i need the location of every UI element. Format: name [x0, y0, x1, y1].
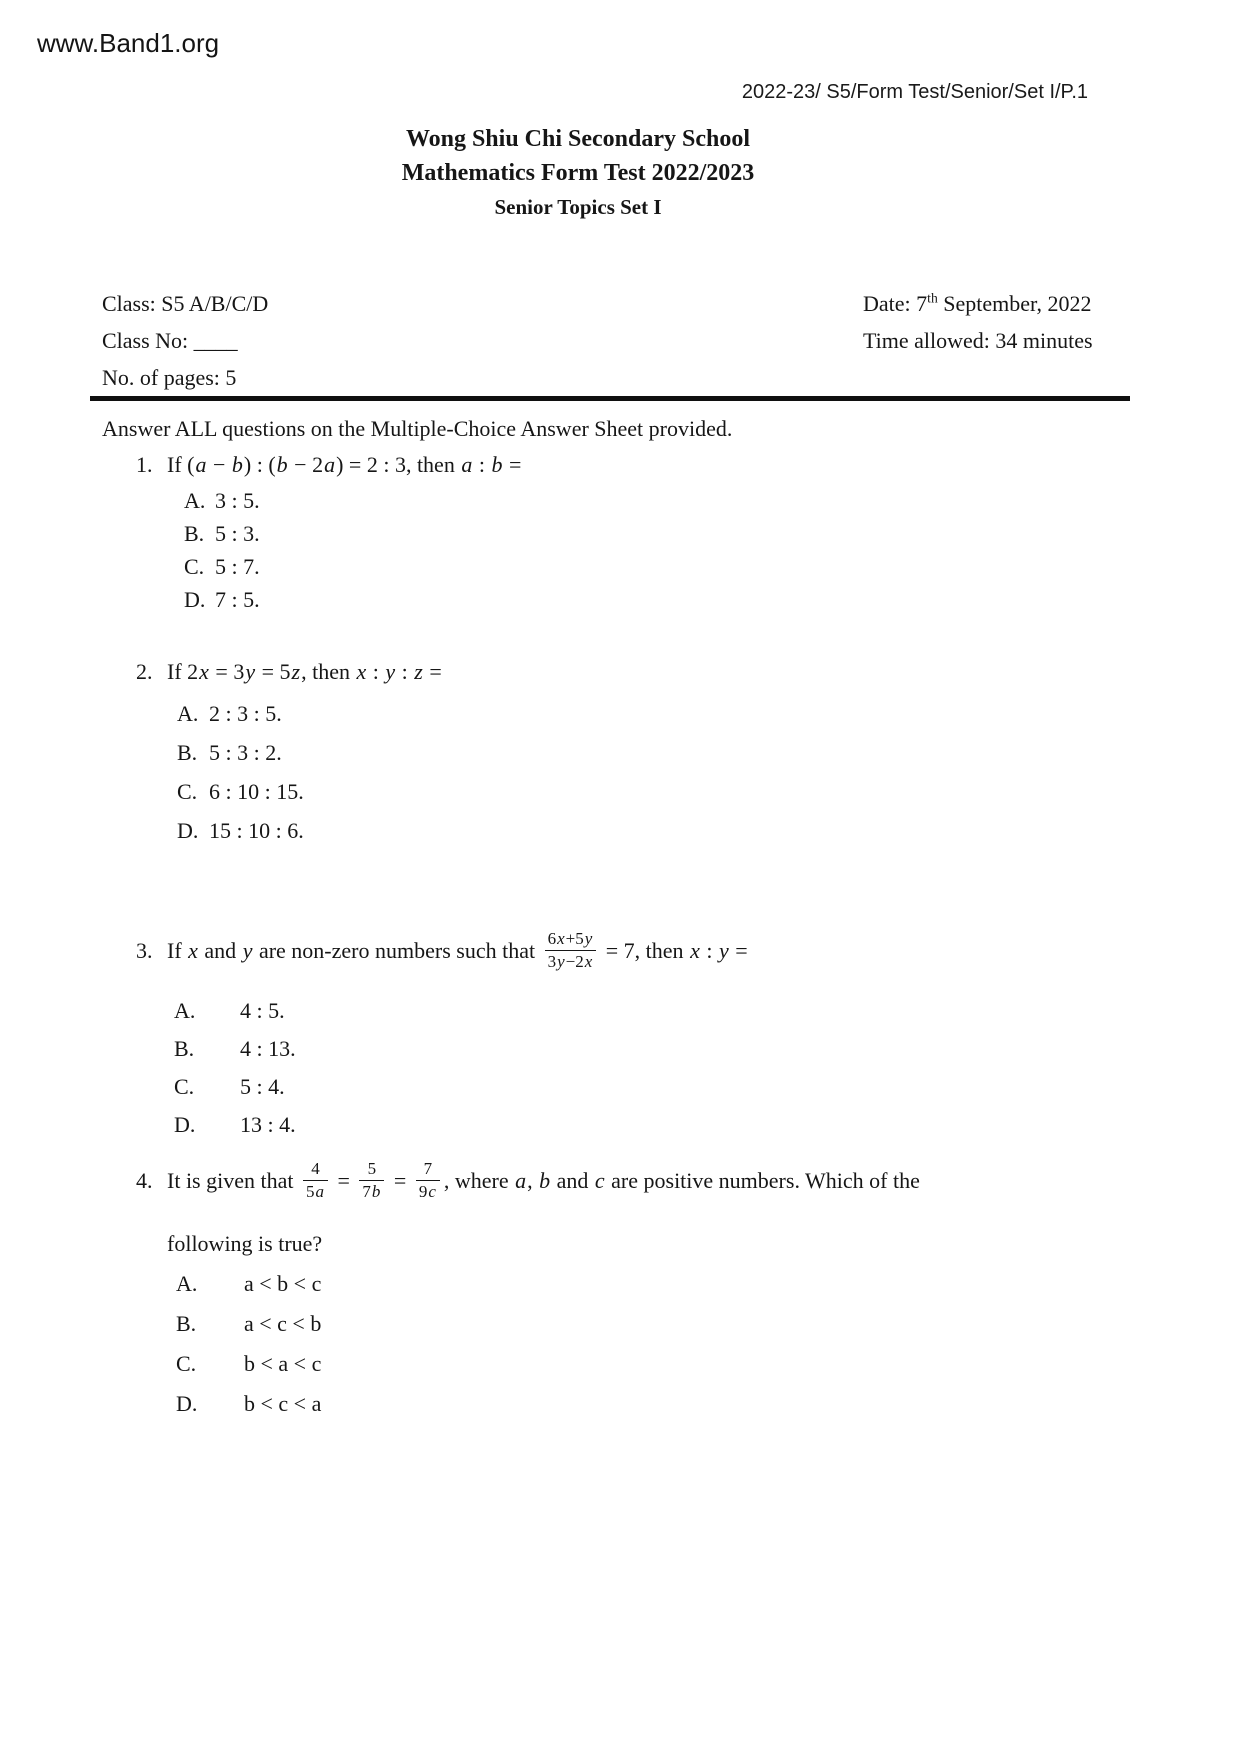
fraction-denominator: 9c [416, 1180, 440, 1203]
exam-info-block [102, 285, 1130, 396]
pages-label: No. of pages: 5 [102, 365, 237, 390]
question-block [136, 930, 1200, 1137]
option-label: C. [176, 1351, 197, 1377]
title-block [0, 122, 1156, 224]
info-row [102, 359, 1130, 396]
option-row [176, 1352, 1200, 1376]
question-stem-line [136, 1160, 1200, 1205]
option-value: a < c < b [244, 1311, 322, 1337]
option-row [176, 1392, 1200, 1416]
fraction-denominator: 3y−2x [545, 950, 597, 973]
question-stem-line [136, 450, 1200, 480]
question-options [136, 999, 1200, 1137]
option-value: 4 : 5. [240, 998, 285, 1024]
question-number: 2. [136, 659, 153, 684]
question-stem: If 2x = 3y = 5z, then x : y : z = [167, 659, 442, 684]
question-stem: It is given that $\frac{4}{5a}$ = $\frac{5}{7b}$ = $\frac{7}{9c}$ , where a, b and c are positive numbers. Which of the [167, 1168, 920, 1193]
fraction [303, 1158, 328, 1203]
option-value: 5 : 3 : 2. [209, 740, 282, 765]
question-options [136, 489, 1200, 612]
option-label: A. [174, 998, 196, 1024]
option-row [174, 999, 1200, 1023]
fraction-denominator: 5a [303, 1180, 328, 1203]
option-row [177, 702, 1200, 726]
instruction-text: Answer ALL questions on the Multiple-Choice Answer Sheet provided. [102, 416, 733, 441]
option-value: 7 : 5. [215, 587, 260, 612]
option-row [177, 819, 1200, 843]
option-row [184, 522, 1200, 546]
option-value: 5 : 3. [215, 521, 260, 546]
option-label: A. [184, 488, 206, 513]
option-value: 4 : 13. [240, 1036, 296, 1062]
question-stem-line [136, 930, 1200, 975]
option-label: A. [176, 1271, 198, 1297]
class-no-label: Class No: ____ [102, 328, 238, 353]
option-label: C. [177, 779, 198, 804]
school-name: Wong Shiu Chi Secondary School [405, 126, 751, 152]
option-label: D. [176, 1391, 198, 1417]
question-options [136, 1272, 1200, 1416]
option-row [174, 1113, 1200, 1137]
option-value: 3 : 5. [215, 488, 260, 513]
option-row [184, 489, 1200, 513]
question-options [136, 702, 1200, 843]
question-number: 3. [136, 937, 153, 963]
option-value: 6 : 10 : 15. [209, 779, 304, 804]
option-value: 5 : 4. [240, 1074, 285, 1100]
option-row [174, 1075, 1200, 1099]
option-label: A. [177, 701, 199, 726]
option-value: a < b < c [244, 1271, 322, 1297]
question-block [136, 657, 1200, 843]
question-stem-continuation: following is true? [167, 1231, 323, 1257]
option-row [176, 1272, 1200, 1296]
option-label: B. [177, 740, 198, 765]
option-label: C. [174, 1074, 195, 1100]
option-row [176, 1312, 1200, 1336]
fraction [545, 928, 597, 973]
option-label: D. [177, 818, 199, 843]
option-row [177, 780, 1200, 804]
time-allowed-label: Time allowed: 34 minutes [863, 328, 1093, 353]
fraction-numerator: 4 [311, 1159, 320, 1178]
fraction-denominator: 7b [359, 1180, 384, 1203]
option-value: b < a < c [244, 1351, 322, 1377]
question-number: 4. [136, 1167, 153, 1193]
option-value: 13 : 4. [240, 1112, 296, 1138]
set-title: Senior Topics Set I [494, 195, 662, 219]
option-row [177, 741, 1200, 765]
option-value: b < c < a [244, 1391, 322, 1417]
class-label: Class: S5 A/B/C/D [102, 291, 269, 316]
divider-rule [90, 396, 1130, 401]
question-stem-line [136, 657, 1200, 687]
question-stem: If (a − b) : (b − 2a) = 2 : 3, then a : b = [167, 452, 522, 477]
info-row [102, 322, 1130, 359]
question-block [136, 450, 1200, 612]
option-value: 5 : 7. [215, 554, 260, 579]
option-label: B. [176, 1311, 197, 1337]
fraction-numerator: 7 [423, 1159, 433, 1178]
fraction [359, 1158, 384, 1203]
date-label: Date: 7th September, 2022 [863, 290, 1092, 316]
fraction-numerator: 6x+5y [547, 929, 593, 948]
test-title: Mathematics Form Test 2022/2023 [401, 160, 755, 186]
option-label: C. [184, 554, 205, 579]
option-label: D. [174, 1112, 196, 1138]
question-stem: If x and y are non-zero numbers such that $\frac{6x+5y}{3y-2x}$ = 7, then x : y = [167, 938, 748, 963]
document-reference: 2022-23/ S5/Form Test/Senior/Set I/P.1 [741, 81, 1088, 103]
option-label: D. [184, 587, 206, 612]
option-value: 2 : 3 : 5. [209, 701, 282, 726]
info-row [102, 285, 1130, 322]
option-value: 15 : 10 : 6. [209, 818, 304, 843]
question-number: 1. [136, 452, 153, 477]
question-block [136, 1160, 1200, 1416]
option-row [174, 1037, 1200, 1061]
site-watermark: www.Band1.org [37, 28, 220, 58]
option-row [184, 588, 1200, 612]
option-row [184, 555, 1200, 579]
option-label: B. [184, 521, 205, 546]
option-label: B. [174, 1036, 195, 1062]
fraction-numerator: 5 [367, 1159, 377, 1178]
fraction [416, 1158, 440, 1203]
